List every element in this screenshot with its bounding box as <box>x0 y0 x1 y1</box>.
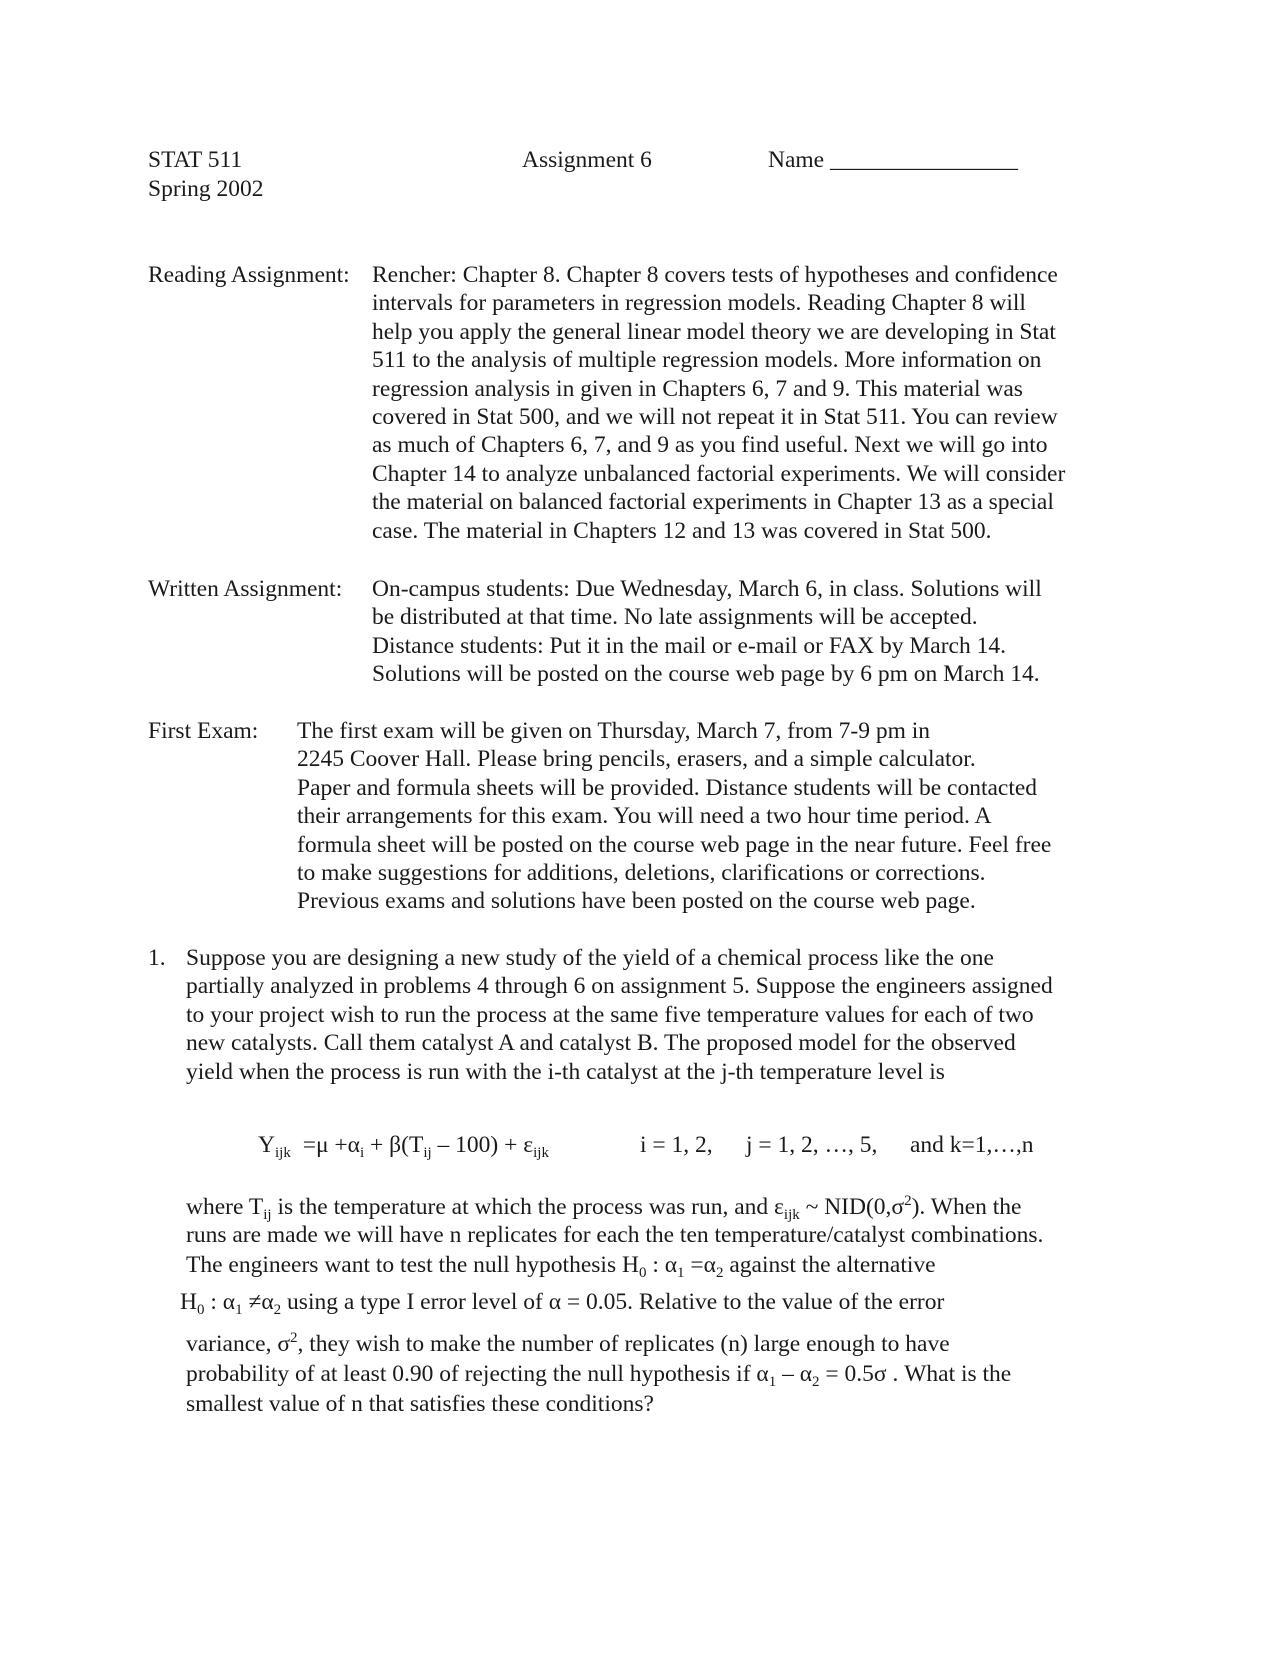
problem-number: 1. <box>148 945 166 971</box>
written-line: Distance students: Put it in the mail or e-mail or FAX by March 14. <box>372 632 1006 659</box>
reading-body <box>372 261 1065 545</box>
k-range: and k=1,…,n <box>910 1132 1034 1158</box>
problem-line: yield when the process is run with the i-th catalyst at the j-th temperature level is <box>186 1058 945 1085</box>
exam-label: First Exam: <box>148 718 259 744</box>
question-line: smallest value of n that satisfies these conditions? <box>186 1391 654 1417</box>
semester: Spring 2002 <box>148 176 264 202</box>
reading-line: case. The material in Chapters 12 and 13 was covered in Stat 500. <box>372 517 992 544</box>
reading-line: the material on balanced factorial experiments in Chapter 13 as a special <box>372 489 1054 516</box>
reading-label: Reading Assignment: <box>148 262 350 288</box>
alternative-hypothesis-line: $H_0$ : $\alpha_1 \ne\alpha_2$ using a type I error level of α = 0.05. Relative to the value of the error <box>180 1289 945 1318</box>
reading-line: Chapter 14 to analyze unbalanced factorial experiments. We will consider <box>372 460 1066 487</box>
reading-line: intervals for parameters in regression models. Reading Chapter 8 will <box>372 290 1026 317</box>
name-field: Name ________________ <box>768 147 1018 173</box>
effect-size: $\alpha_1 - \alpha_2 = 0.5\sigma$ <box>756 1361 887 1390</box>
alternative-hypothesis: $H_0$ : $\alpha_1 \ne\alpha_2$ <box>180 1289 282 1318</box>
null-hypothesis: $H_0$ : $\alpha_1 =\alpha_2$ <box>621 1252 724 1281</box>
alpha-level: α = 0.05 <box>548 1289 628 1315</box>
course-code: STAT 511 <box>148 147 243 173</box>
null-hypothesis-line: The engineers want to test the null hypothesis $H_0$ : $\alpha_1 =\alpha_2$ against the alternative <box>186 1252 936 1281</box>
exam-line: their arrangements for this exam. You will need a two hour time period. A <box>297 803 992 830</box>
exam-line: to make suggestions for additions, deletions, clarifications or corrections. <box>297 860 986 887</box>
problem-line: partially analyzed in problems 4 through 6 on assignment 5. Suppose the engineers assigned <box>186 973 1053 1000</box>
problem-intro <box>186 944 1053 1086</box>
written-line: Solutions will be posted on the course web page by 6 pm on March 14. <box>372 661 1040 688</box>
runs-line: runs are made we will have n replicates for each the ten temperature/catalyst combinations. <box>186 1222 1044 1248</box>
j-range: j = 1, 2, …, 5, <box>746 1132 878 1158</box>
exam-line: 2245 Coover Hall. Please bring pencils, erasers, and a simple calculator. <box>297 746 976 773</box>
reading-line: 511 to the analysis of multiple regression models. More information on <box>372 347 1042 374</box>
problem-line: to your project wish to run the process at the same five temperature values for each of two <box>186 1001 1034 1028</box>
variance-line: variance, $\sigma^2$, they wish to make the number of replicates (n) large enough to have <box>186 1330 950 1357</box>
written-label: Written Assignment: <box>148 576 343 602</box>
reading-line: regression analysis in given in Chapters 6, 7 and 9. This material was <box>372 375 1023 402</box>
model-equation: $Y_{ijk} =\mu +\alpha_i + \beta(T_{ij} - 100) + \varepsilon_{ijk}$ <box>258 1132 549 1161</box>
reading-line: Rencher: Chapter 8. Chapter 8 covers tests of hypotheses and confidence <box>372 262 1058 288</box>
exam-body <box>297 717 1051 916</box>
i-range: i = 1, 2, <box>640 1132 713 1158</box>
where-line: where $T_{ij}$ is the temperature at which the process was run, and $\varepsilon_{ijk}$ ~ $NID(0,\sigma^2)$. When the <box>186 1193 1022 1223</box>
problem-line: new catalysts. Call them catalyst A and catalyst B. The proposed model for the observed <box>186 1030 1016 1057</box>
written-line: On-campus students: Due Wednesday, March 6, in class. Solutions will <box>372 576 1042 602</box>
exam-line: Paper and formula sheets will be provided. Distance students will be contacted <box>297 774 1038 801</box>
reading-line: help you apply the general linear model theory we are developing in Stat <box>372 318 1056 345</box>
assignment-title: Assignment 6 <box>522 147 652 173</box>
probability-line: probability of at least 0.90 of rejecting the null hypothesis if $\alpha_1 - \alpha_2 = 0.5\sigma$ . What is the <box>186 1361 1012 1390</box>
problem-line: Suppose you are designing a new study of the yield of a chemical process like the one <box>186 945 994 971</box>
written-line: be distributed at that time. No late assignments will be accepted. <box>372 604 978 631</box>
reading-line: as much of Chapters 6, 7, and 9 as you find useful. Next we will go into <box>372 432 1048 459</box>
exam-line: The first exam will be given on Thursday, March 7, from 7-9 pm in <box>297 718 931 744</box>
written-body <box>372 575 1042 689</box>
reading-line: covered in Stat 500, and we will not repeat it in Stat 511. You can review <box>372 404 1058 431</box>
exam-line: formula sheet will be posted on the course web page in the near future. Feel free <box>297 831 1052 858</box>
exam-line: Previous exams and solutions have been posted on the course web page. <box>297 888 976 915</box>
